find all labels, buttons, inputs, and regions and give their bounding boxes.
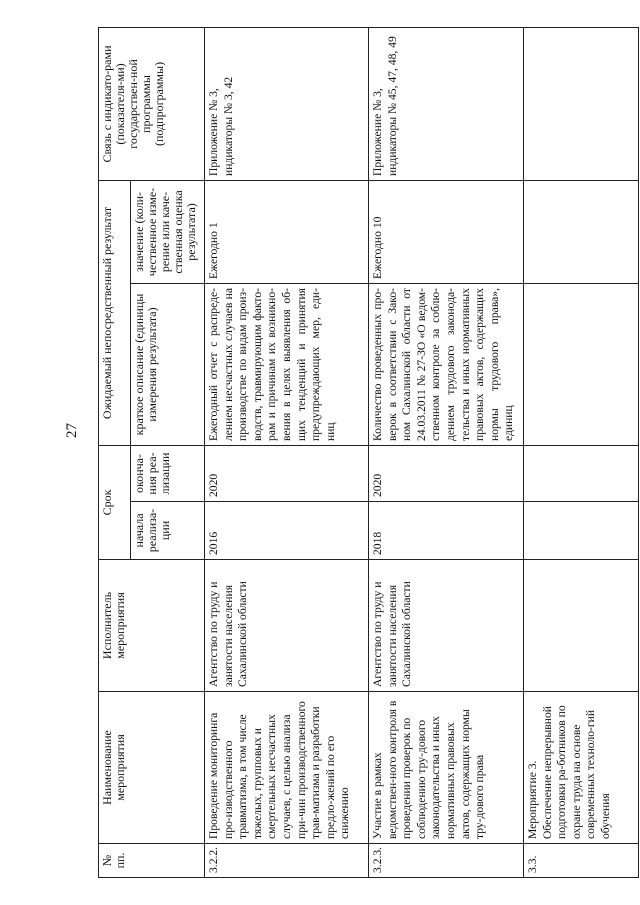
row-value: Ежегодно 10 <box>369 180 524 283</box>
header-term-end: оконча-ния реа-лизации <box>131 446 205 502</box>
row-start: 2018 <box>369 502 524 560</box>
row-value: Ежегодно 1 <box>205 180 369 283</box>
header-term: Срок <box>99 446 131 560</box>
row-executor: Агентство по труду и занятости населения Сахалинской области <box>369 560 524 692</box>
header-num: № пп. <box>99 844 205 878</box>
row-end: 2020 <box>205 446 369 502</box>
row-end <box>524 446 639 502</box>
header-term-start: начала реализа-ции <box>131 502 205 560</box>
row-link: Приложение № 3, индикаторы № 45, 47, 48, 49 <box>369 27 524 180</box>
header-link: Связь с индикато-рами (показателя-ми) государствен-ной программы (подпрограммы) <box>99 27 205 180</box>
row-start: 2016 <box>205 502 369 560</box>
rotated-table-container <box>98 28 640 878</box>
row-link <box>524 27 639 180</box>
row-end: 2020 <box>369 446 524 502</box>
row-start <box>524 502 639 560</box>
row-link: Приложение № 3, индикаторы № 3, 42 <box>205 27 369 180</box>
header-result-desc: краткое описание (единицы измерения результата) <box>131 284 205 446</box>
row-desc: Количество проведенных про-верок в соответствии с Зако-ном Сахалинской области от 24.03.2011 № 27-ЗО «О ведом-ственном контроле за соблю-дением трудового законода-тельства и иных нормативных правовых актов, содержащих нормы трудового права», единиц <box>369 284 524 446</box>
row-num: 3.3. <box>524 844 639 878</box>
row-value <box>524 180 639 283</box>
table-row <box>205 27 369 877</box>
page-number: 27 <box>64 423 80 438</box>
table-row <box>369 27 524 877</box>
row-num: 3.2.2. <box>205 844 369 878</box>
row-executor: Агентство по труду и занятости населения Сахалинской области <box>205 560 369 692</box>
row-name: Проведение мониторинга про-изводственного травматизма, в том числе тяжелых, групповых и смертельных несчастных случаев, с целью анализа при-чин производственного трав-матизма и разработки предло-жений по его снижению <box>205 692 369 844</box>
row-desc <box>524 284 639 446</box>
row-name: Участие в рамках ведомствен-ного контроля в проведении проверок по соблюдению тру-дового законодательства и иных нормативных правовых актов, содержащих нормы тру-дового права <box>369 692 524 844</box>
row-executor <box>524 560 639 692</box>
row-desc: Ежегодный отчет с распреде-лением несчастных случаев на производстве по видам произ-водств, травмирующим факто-рам и причинам их возникно-вения в целях выявления об-щих тенденций и принятия предупреждающих мер, еди-ниц <box>205 284 369 446</box>
header-result-value: значение (коли-чественное изме-рение или каче-ственная оценка результата) <box>131 180 205 283</box>
table-row <box>524 27 639 877</box>
activities-table <box>98 27 639 878</box>
header-name: Наименование мероприятия <box>99 692 205 844</box>
header-result: Ожидаемый непосредственный результат <box>99 180 131 445</box>
row-num: 3.2.3. <box>369 844 524 878</box>
row-name: Мероприятие 3. Обеспечение непрерывной подготовки ра-ботников по охране труда на основе современных техноло-гий обучения <box>524 692 639 844</box>
header-executor: Исполнитель мероприятия <box>99 560 205 692</box>
